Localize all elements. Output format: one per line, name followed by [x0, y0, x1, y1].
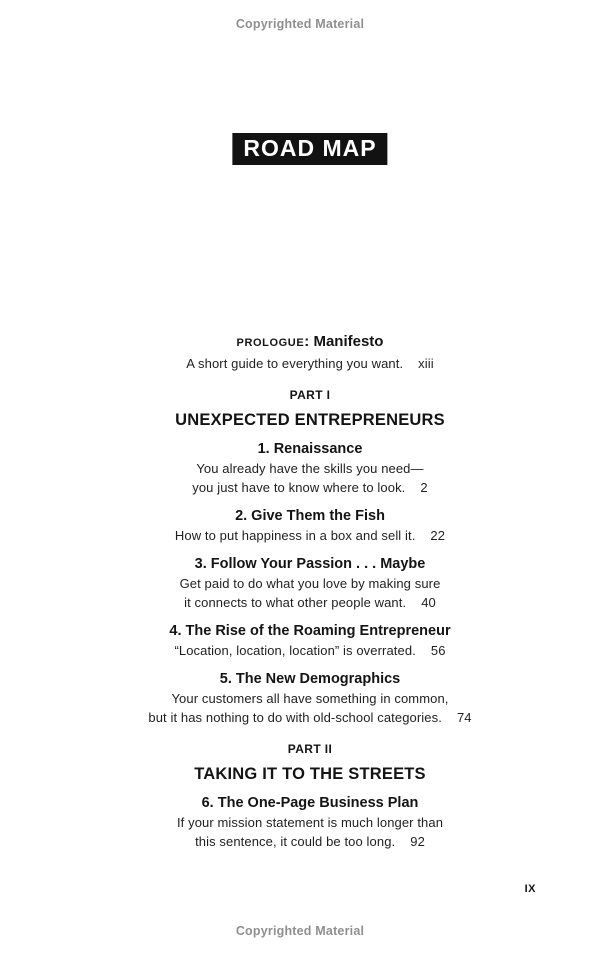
toc-entry-chapter-4	[20, 621, 600, 660]
chapter-title: 4. The Rise of the Roaming Entrepreneur	[169, 623, 451, 639]
toc-entry-chapter-3	[20, 554, 600, 612]
desc-text: “Location, location, location” is overrated.	[174, 643, 416, 658]
prologue-desc-line	[20, 354, 600, 373]
part-title: UNEXPECTED ENTREPRENEURS	[175, 411, 445, 429]
prologue-label: PROLOGUE	[236, 337, 305, 349]
toc-entry-chapter-5	[20, 669, 600, 727]
chapter-title: 3. Follow Your Passion . . . Maybe	[194, 556, 426, 572]
chapter-desc-line	[20, 832, 600, 851]
chapter-desc-line	[20, 478, 600, 497]
page-ref: 56	[430, 643, 446, 658]
chapter-desc-line	[20, 593, 600, 612]
chapter-desc-line	[20, 708, 600, 727]
chapter-desc-line: You already have the skills you need—	[196, 461, 424, 476]
page-ref: 74	[456, 710, 472, 725]
page-ref: 40	[421, 595, 436, 610]
page-ref: xiii	[418, 356, 434, 371]
page-ref: 92	[410, 834, 425, 849]
chapter-title: 6. The One-Page Business Plan	[201, 795, 419, 811]
toc-entry-chapter-2	[20, 506, 600, 545]
desc-text: but it has nothing to do with old-school categories.	[148, 710, 442, 725]
section-title-text: ROAD MAP	[243, 135, 377, 161]
part-label: PART II	[287, 742, 333, 756]
chapter-title: 1. Renaissance	[257, 441, 363, 457]
toc-part-2	[20, 742, 600, 851]
page-ref: 2	[420, 480, 428, 495]
chapter-desc-line: If your mission statement is much longer than	[176, 815, 444, 830]
chapter-title: 5. The New Demographics	[219, 671, 401, 687]
chapter-title: 2. Give Them the Fish	[235, 508, 385, 524]
part-title: TAKING IT TO THE STREETS	[194, 765, 426, 783]
part-label: PART I	[289, 388, 331, 402]
copyright-notice-bottom: Copyrighted Material	[235, 924, 365, 938]
chapter-desc-line	[20, 641, 600, 660]
prologue-title	[20, 331, 600, 354]
desc-text: How to put happiness in a box and sell it.	[174, 528, 416, 543]
section-title-banner	[232, 133, 387, 165]
chapter-desc-line	[20, 526, 600, 545]
desc-text: it connects to what other people want.	[184, 595, 407, 610]
toc-entry-chapter-6	[20, 793, 600, 851]
toc-entry-prologue	[20, 331, 600, 373]
copyright-notice-top: Copyrighted Material	[235, 17, 365, 31]
chapter-desc-line: Get paid to do what you love by making sure	[179, 576, 441, 591]
chapter-desc-line: Your customers all have something in common,	[171, 691, 449, 706]
desc-text: A short guide to everything you want.	[186, 356, 404, 371]
table-of-contents	[20, 331, 600, 851]
desc-text: this sentence, it could be too long.	[195, 834, 396, 849]
toc-part-1	[20, 388, 600, 727]
page-number: IX	[524, 883, 536, 895]
prologue-title-suffix: : Manifesto	[304, 333, 384, 350]
toc-entry-chapter-1	[20, 439, 600, 497]
page-ref: 22	[430, 528, 446, 543]
desc-text: you just have to know where to look.	[192, 480, 406, 495]
